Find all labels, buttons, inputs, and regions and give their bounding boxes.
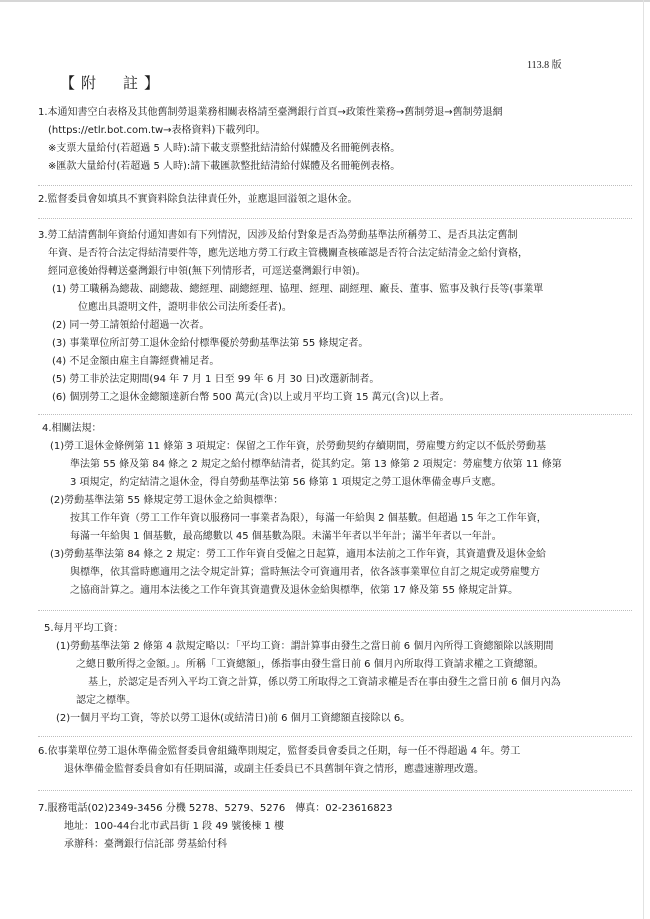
divider	[38, 218, 632, 219]
note-1-line: ※匯款大量給付(若超過 5 人時):請下載匯款整批結清給付媒體及名冊範例表格。	[48, 161, 401, 172]
note-5-line: (2)一個月平均工資，等於以勞工退休(或結清日)前 6 個月工資總額直接除以 6。	[56, 713, 411, 724]
note-1	[38, 104, 503, 176]
note-3-item: (4) 不足金額由雇主自籌經費補足者。	[52, 356, 220, 367]
note-5-line: 之總日數所得之金額。」。所稱「工資總額」，係指事由發生當日前 6 個月內所取得工資請求權之工資總額。	[76, 659, 544, 670]
note-4-line: 每滿一年給與 1 個基數，最高總數以 45 個基數為限。未滿半年者以半年計；滿半年者以一年計。	[70, 531, 502, 542]
note-4-line: (1)勞工退休金條例第 11 條第 3 項規定：保留之工作年資，於勞動契約存續期間，勞雇雙方約定以不低於勞動基	[50, 441, 546, 452]
note-4-line: 準法第 55 條及第 84 條之 2 規定之給付標準結清者，從其約定。第 13 條第 2 項規定：勞雇雙方依第 11 條第	[70, 459, 562, 470]
version-label: 113.8 版	[527, 60, 562, 71]
note-6-line: 6.依事業單位勞工退休準備金監督委員會組織準則規定，監督委員會委員之任期，每一任不得超過 4 年。勞工	[38, 746, 521, 757]
note-4-line: (3)勞動基準法第 84 條之 2 規定：勞工工作年資自受僱之日起算，適用本法前之工作年資，其資遣費及退休金給	[50, 549, 546, 560]
note-4-title: 4.相關法規：	[42, 423, 102, 434]
note-4	[42, 420, 562, 600]
note-4-line: 與標準，依其當時應適用之法令規定計算；當時無法令可資適用者，依各該事業單位自訂之規定或勞雇雙方	[70, 567, 540, 578]
divider	[38, 790, 632, 791]
note-1-line: 1.本通知書空白表格及其他舊制勞退業務相關表格請至臺灣銀行首頁→政策性業務→舊制勞退→舊制勞退網	[38, 107, 503, 118]
scan-edge-top	[0, 0, 650, 2]
note-5-line: 基上，於認定是否列入平均工資之計算，係以勞工所取得之工資請求權是否在事由發生之當日前 6 個月內為	[88, 677, 561, 688]
note-2-line: 2.監督委員會如填具不實資料除負法律責任外，並應退回溢領之退休金。	[38, 194, 358, 205]
note-3-line: 年資、是否符合法定得結清要件等，應先送地方勞工行政主管機關查核確認是否符合法定結清金之給付資格，	[48, 248, 528, 259]
handling-department: 承辦科：臺灣銀行信託部 勞基給付科	[64, 839, 228, 850]
notes-heading: 【附 註】	[60, 74, 166, 92]
note-4-line: 3 項規定，約定結清之退休金，得自勞動基準法第 56 條第 1 項規定之勞工退休準備金專戶支應。	[70, 477, 502, 488]
note-3-item: (2) 同一勞工請領給付超過一次者。	[52, 320, 210, 331]
scan-edge-right	[643, 0, 644, 919]
note-3-item: 位應出具證明文件，證明非依公司法所委任者)。	[78, 302, 292, 313]
note-5-line: 認定之標準。	[76, 695, 136, 706]
divider	[38, 736, 632, 737]
note-5	[44, 620, 561, 728]
note-3	[38, 227, 543, 407]
note-3-line: 3.勞工結清舊制年資給付通知書如有下列情況，因涉及給付對象是否為勞動基準法所稱勞工、是否具法定舊制	[38, 230, 518, 241]
note-3-line: 經同意後始得轉送臺灣銀行申領(無下列情形者，可逕送臺灣銀行申領)。	[48, 266, 366, 277]
note-3-item: (1) 勞工職稱為總裁、副總裁、總經理、副總經理、協理、經理、副經理、廠長、董事、監事及執行長等(事業單	[52, 284, 544, 295]
divider	[38, 185, 632, 186]
note-1-line: (https://etlr.bot.com.tw→表格資料)下載列印。	[48, 125, 266, 136]
note-7-contact	[38, 800, 393, 854]
note-5-line: (1)勞動基準法第 2 條第 4 款規定略以：「平均工資：謂計算事由發生之當日前 6 個月內所得工資總額除以該期間	[56, 641, 554, 652]
divider	[38, 414, 632, 415]
divider	[38, 610, 632, 611]
note-1-line: ※支票大量給付(若超過 5 人時):請下載支票整批結清給付媒體及名冊範例表格。	[48, 143, 401, 154]
note-3-item: (6) 個別勞工之退休金總額達新台幣 500 萬元(含)以上或月平均工資 15 萬元(含)以上者。	[52, 392, 450, 403]
note-6-line: 退休準備金監督委員會如有任期屆滿，或副主任委員已不具舊制年資之情形，應盡速辦理改選。	[64, 764, 484, 775]
note-4-line: (2)勞動基準法第 55 條規定勞工退休金之給與標準：	[50, 495, 284, 506]
note-3-item: (3) 事業單位所訂勞工退休金給付標準優於勞動基準法第 55 條規定者。	[52, 338, 369, 349]
note-4-line: 按其工作年資（勞工工作年資以服務同一事業者為限），每滿一年給與 2 個基數。但超過 15 年之工作年資，	[70, 513, 547, 524]
note-4-line: 之協商計算之。適用本法後之工作年資其資遣費及退休金給與標準，依第 17 條及第 55 條規定計算。	[70, 585, 519, 596]
address: 地址：100-44台北市武昌街 1 段 49 號後棟 1 樓	[64, 821, 284, 832]
note-2	[38, 191, 358, 209]
note-5-title: 5.每月平均工資：	[44, 623, 124, 634]
note-6	[38, 743, 520, 779]
service-phone: 7.服務電話(02)2349-3456 分機 5278、5279、5276 傳真：02-23616823	[38, 803, 393, 814]
note-3-item: (5) 勞工非於法定期間(94 年 7 月 1 日至 99 年 6 月 30 日)改選新制者。	[52, 374, 380, 385]
